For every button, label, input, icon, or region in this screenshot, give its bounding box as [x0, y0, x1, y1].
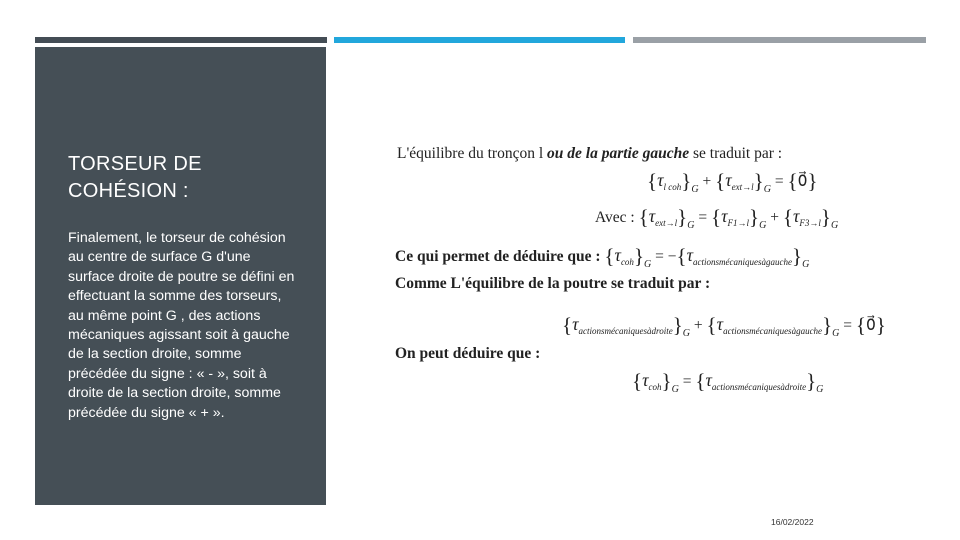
equation-line-5-text: On peut déduire que :: [395, 345, 541, 362]
top-bar-grey: [633, 37, 926, 43]
left-panel: [35, 47, 326, 505]
equation-line-3-text: Ce qui permet de déduire que :: [395, 248, 601, 265]
top-bar-dark: [35, 37, 327, 43]
equation-line-1-text: L'équilibre du tronçon l: [397, 145, 544, 162]
slide-title: TORSEUR DE COHÉSION :: [68, 153, 202, 202]
slide-date: 16/02/2022: [771, 517, 814, 527]
equation-line-1: [397, 145, 782, 163]
equation-1: $\{\tau_{l coh}\}_G + \{\tau_{ext\to l}\}_G$ = {0⃗}: [647, 169, 818, 195]
avec-label: Avec :: [595, 209, 635, 226]
equations-image: [392, 145, 886, 395]
equation-line-5: [395, 345, 540, 363]
equation-line-4-text: Comme L'équilibre de la poutre se traduit par :: [395, 275, 711, 292]
equation-4: $\{\tau_{actionsmécaniquesàdroite}\}_G + \{\tau_{actionsmécaniquesàgauche}\}_G$ = {0⃗}: [562, 313, 886, 339]
equation-line-1-bold: ou de la partie gauche: [547, 145, 690, 162]
equation-line-4: [395, 275, 710, 293]
top-bar-blue: [334, 37, 625, 43]
equation-line-3: Ce qui permet de déduire que : $\{\tau_{coh}\}_G = -\{\tau_{actionsmécaniquesàgauche}\}_G$: [395, 244, 810, 270]
equation-2: Avec : $\{\tau_{ext\to l}\}_G = \{\tau_{F1\to l}\}_G + \{\tau_{F3\to l}\}_G$: [595, 205, 839, 231]
equation-5: $\{\tau_{coh}\}_G = \{\tau_{actionsmécaniquesàdroite}\}_G$: [632, 369, 824, 395]
slide-body-text: Finalement, le torseur de cohésion au centre de surface G d'une surface droite de poutre se défini en effectuant la somme des torseurs, au même point G , des actions mécaniques agissant soit à gauche de la section droite, somme précédée du signe : « - », soit à droite de la section droite, somme précédée du signe « + ».: [68, 230, 295, 421]
equation-line-1-end: se traduit par :: [692, 145, 783, 162]
